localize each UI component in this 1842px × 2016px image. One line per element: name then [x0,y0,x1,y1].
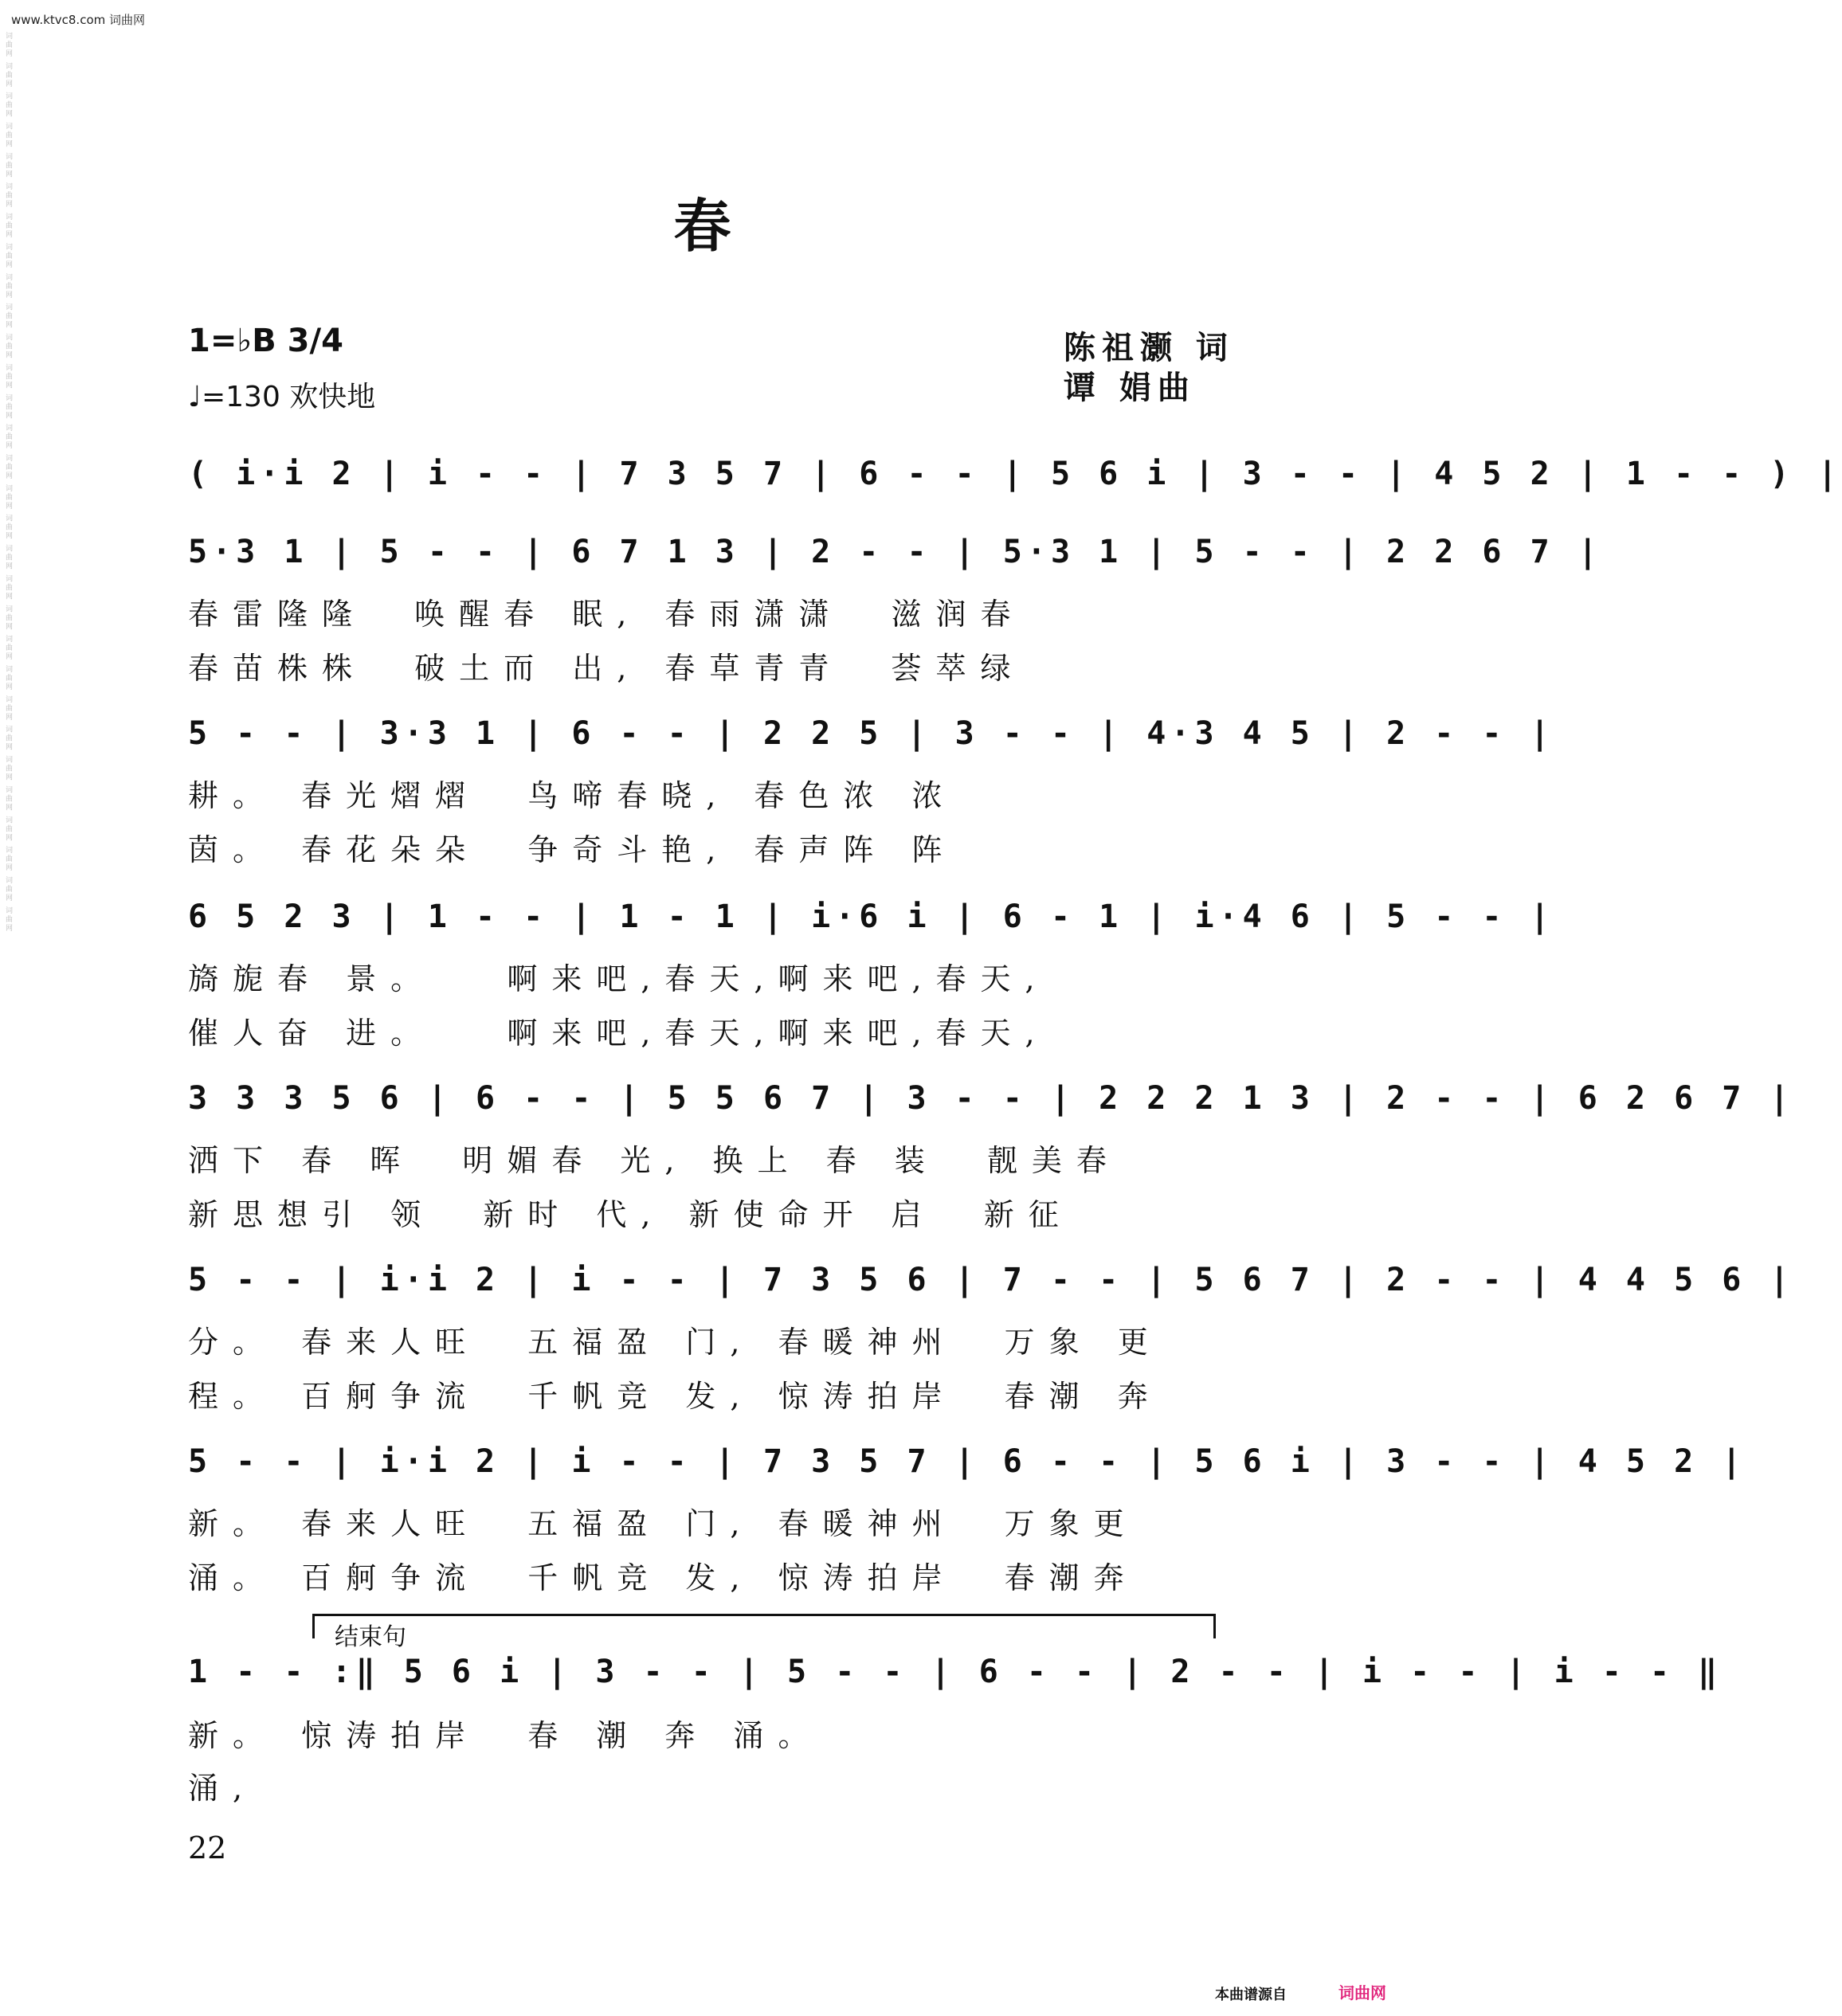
lyric-verse-2: 涌。 百舸争流 千帆竞 发, 惊涛拍岸 春潮奔 [188,1560,1139,1595]
notation-row: 6 5 2 3 | 1 - - | 1 - 1 | i·6 i | 6 - 1 | i·4 6 | 5 - - | [188,898,1554,935]
notation-row: 3 3 3 5 6 | 6 - - | 5 5 6 7 | 3 - - | 2 2 2 1 3 | 2 - - | 6 2 6 7 | [188,1080,1794,1117]
site-watermark: www.ktvc8.com 词曲网 [11,13,146,27]
ending-bracket [312,1614,1216,1638]
tempo-marking: ♩=130 欢快地 [188,381,376,413]
notation-row: 5 - - | i·i 2 | i - - | 7 3 5 6 | 7 - - | 5 6 7 | 2 - - | 4 4 5 6 | [188,1262,1794,1298]
lyric-verse-2: 茵。 春花朵朵 争奇斗艳, 春声阵 阵 [188,832,957,867]
lyric-verse-2: 新思想引 领 新时 代, 新使命开 启 新征 [188,1197,1073,1232]
lyric-verse-1: 春雷隆隆 唤醒春 眠, 春雨潇潇 滋润春 [188,597,1025,632]
song-title: 春 [673,192,731,260]
notation-row: ( i·i 2 | i - - | 7 3 5 7 | 6 - - | 5 6 i | 3 - - | 4 5 2 | 1 - - ) | [188,456,1842,492]
ending-label: 结束句 [335,1623,406,1651]
notation-row: 5 - - | i·i 2 | i - - | 7 3 5 7 | 6 - - | 5 6 i | 3 - - | 4 5 2 | [188,1443,1746,1480]
lyric-verse-1: 新。 春来人旺 五福盈 门, 春暖神州 万象更 [188,1506,1139,1541]
lyric-verse-1: 洒下 春 晖 明媚春 光, 换上 春 装 靓美春 [188,1143,1121,1178]
lyric-verse-1: 耕。 春光熠熠 鸟啼春晓, 春色浓 浓 [188,778,957,813]
lyric-verse-1: 分。 春来人旺 五福盈 门, 春暖神州 万象 更 [188,1325,1162,1360]
side-watermark-strip: 词曲网 词曲网 词曲网 词曲网 词曲网 词曲网 词曲网 词曲网 词曲网 词曲网 词曲网 词曲网 词曲网 词曲网 词曲网 词曲网 词曲网 词曲网 词曲网 词曲网 词曲网 词曲网 词曲网 词曲网 词曲网 词曲网 词曲网 词曲网 词曲网 词曲网 [4,32,12,933]
footer-site-logo[interactable]: 词曲网 [1338,1983,1386,2002]
lyric-verse-2: 程。 百舸争流 千帆竞 发, 惊涛拍岸 春潮 奔 [188,1379,1162,1414]
footer-source-text: 本曲谱源自 [1215,1987,1287,2003]
key-signature: 1=♭B 3/4 [188,323,343,359]
composer-credit: 谭 娟曲 [1064,370,1196,406]
notation-row: 5·3 1 | 5 - - | 6 7 1 3 | 2 - - | 5·3 1 | 5 - - | 2 2 6 7 | [188,534,1602,570]
lyric-verse-2: 春苗株株 破土而 出, 春草青青 荟萃绿 [188,651,1025,686]
lyric-verse-1: 新。 惊涛拍岸 春 潮 奔 涌。 [188,1718,823,1753]
lyric-verse-2: 催人奋 进。 啊来吧,春天,啊来吧,春天, [188,1016,1049,1051]
notation-row: 5 - - | 3·3 1 | 6 - - | 2 2 5 | 3 - - | 4·3 4 5 | 2 - - | [188,715,1554,752]
notation-row: 1 - - :‖ 5 6 i | 3 - - | 5 - - | 6 - - | 2 - - | i - - | i - - ‖ [188,1654,1722,1690]
lyricist-credit: 陈祖灏 词 [1064,330,1234,366]
lyric-verse-2: 涌, [188,1771,257,1806]
page-number: 22 [188,1830,227,1865]
lyric-verse-1: 旖旎春 景。 啊来吧,春天,啊来吧,春天, [188,961,1049,996]
